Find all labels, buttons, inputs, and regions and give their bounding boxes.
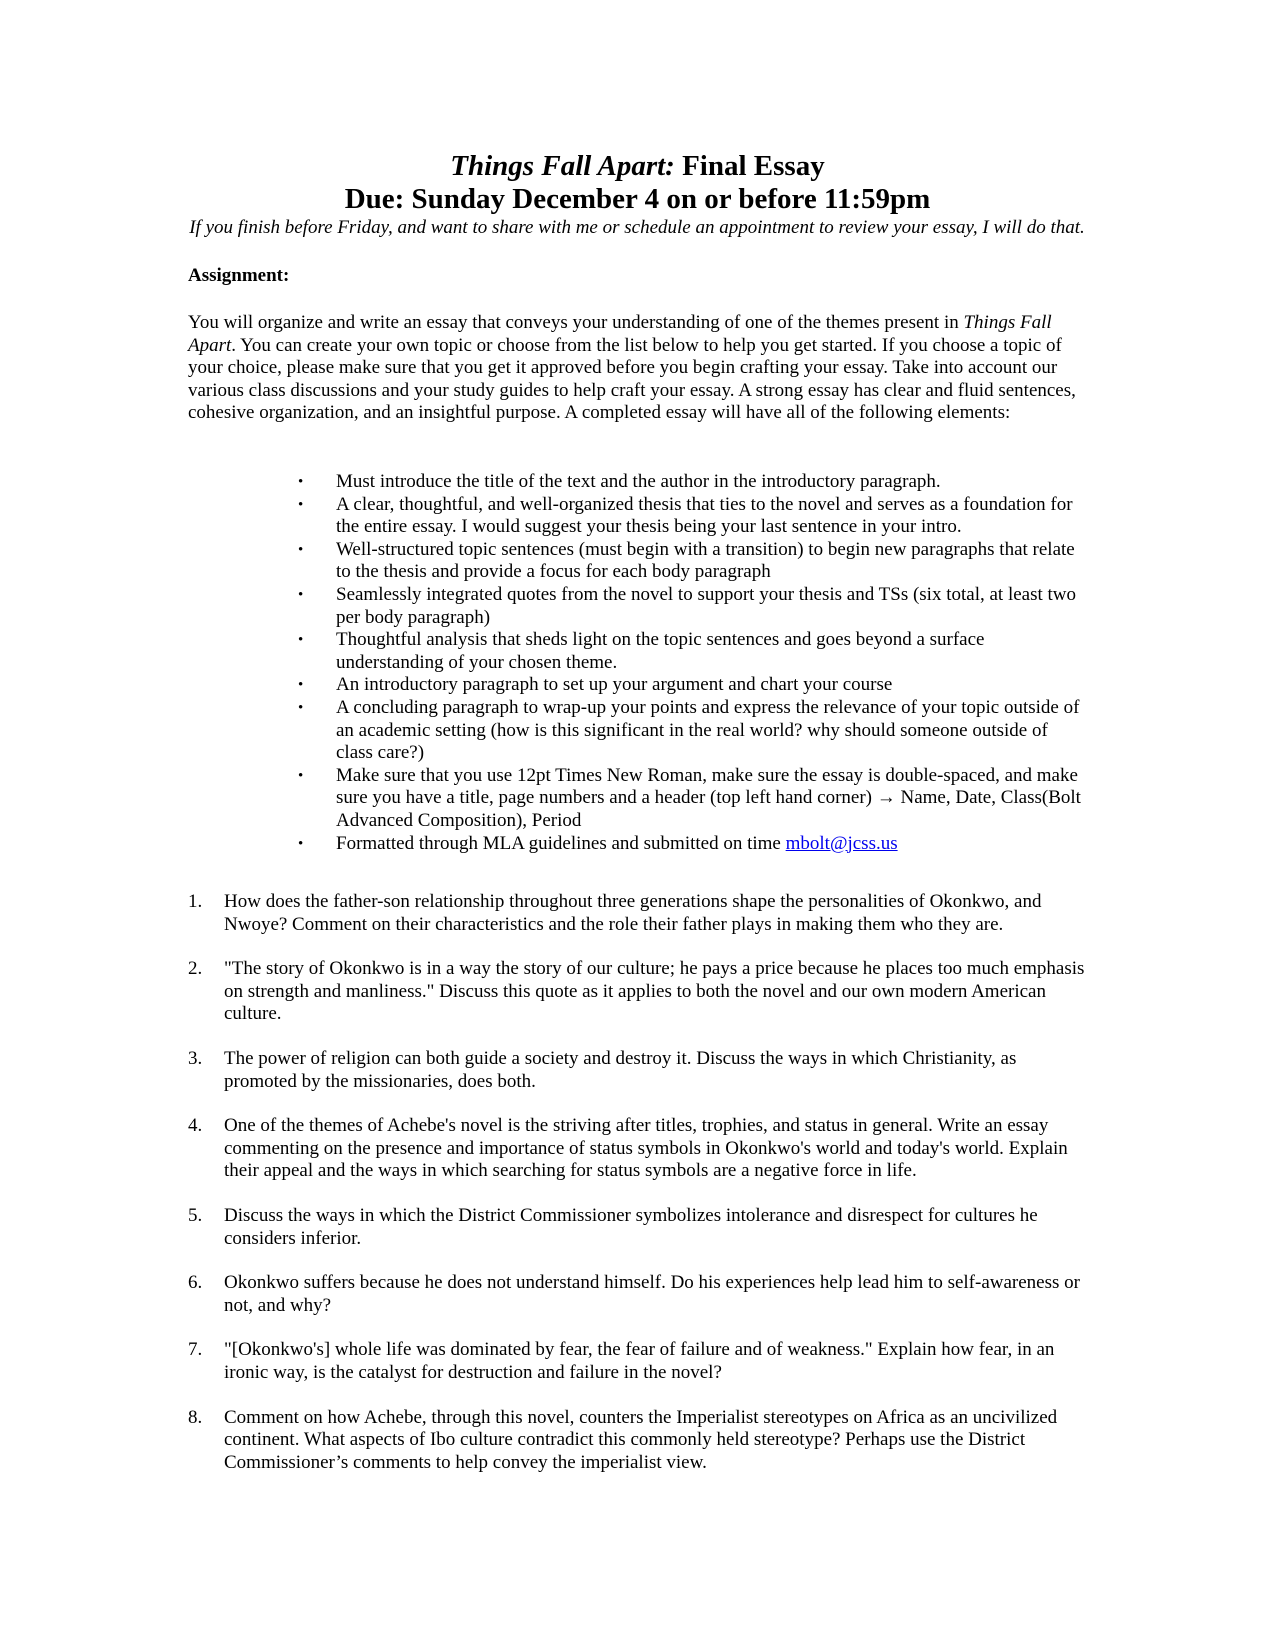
topic-number: 5. <box>188 1204 203 1226</box>
list-item <box>286 539 1086 584</box>
bullet-icon: • <box>298 699 304 716</box>
topic-item <box>188 1205 1088 1250</box>
list-item <box>286 765 1086 833</box>
list-item <box>286 697 1086 765</box>
list-item-text: Seamlessly integrated quotes from the novel to support your thesis and TSs (six total, at least two per body paragraph) <box>336 583 1077 628</box>
list-item-text: Must introduce the title of the text and the author in the introductory paragraph. <box>336 471 941 492</box>
list-item <box>286 584 1086 629</box>
intro-part-1: You will organize and write an essay that conveys your understanding of one of the themes present in <box>188 312 964 333</box>
email-link[interactable]: mbolt@jcss.us <box>785 832 898 854</box>
list-item-text: A concluding paragraph to wrap-up your points and express the relevance of your topic outside of an academic setting (how is this significant in the real world? why should someone outside of class care?) <box>336 696 1080 764</box>
list-item <box>286 494 1086 539</box>
intro-book-title: Things Fall Apart <box>188 312 1052 356</box>
list-item <box>286 833 1086 856</box>
bullet-icon: • <box>298 474 304 490</box>
topic-item <box>188 891 1088 936</box>
topic-number: 6. <box>188 1272 203 1294</box>
list-item-text: Formatted through MLA guidelines and submitted on time <box>336 832 786 854</box>
topic-item <box>188 958 1088 1026</box>
assignment-intro <box>188 312 1088 425</box>
due-date-title: Due: Sunday December 4 on or before 11:59pm <box>344 183 931 215</box>
required-elements-list <box>286 471 1086 855</box>
essay-topics-list <box>188 891 1088 1496</box>
assignment-heading: Assignment: <box>188 265 290 286</box>
bullet-icon: • <box>298 835 304 852</box>
list-item-text: An introductory paragraph to set up your argument and chart your course <box>336 674 893 696</box>
topic-number: 8. <box>188 1406 203 1428</box>
topic-number: 3. <box>188 1047 203 1069</box>
topic-number: 1. <box>188 891 203 912</box>
topic-text: One of the themes of Achebe's novel is the striving after titles, trophies, and status in general. Write an essay commenting on the presence and importance of status symbols in Okonkwo's world and today's world. Explain their appeal and the ways in which searching for status symbols are a negative force in life. <box>224 1115 1068 1182</box>
bullet-icon: • <box>298 586 304 603</box>
topic-item <box>188 1048 1088 1093</box>
topic-text: Discuss the ways in which the District Commissioner symbolizes intolerance and disrespect for cultures he considers inferior. <box>224 1204 1038 1249</box>
topic-number: 2. <box>188 958 203 980</box>
list-item <box>286 471 1086 494</box>
list-item-text: Well-structured topic sentences (must begin with a transition) to begin new paragraphs that relate to the thesis and provide a focus for each body paragraph <box>336 538 1075 583</box>
topic-number: 7. <box>188 1339 203 1361</box>
topic-item <box>188 1115 1088 1183</box>
list-item-text: A clear, thoughtful, and well-organized thesis that ties to the novel and serves as a foundation for the entire essay. I would suggest your thesis being your last sentence in your intro. <box>336 493 1073 538</box>
title-suffix: Final Essay <box>674 150 825 182</box>
topic-text: "The story of Okonkwo is in a way the story of our culture; he pays a price because he places too much emphasis on strength and manliness." Discuss this quote as it applies to both the novel and our own modern American culture. <box>224 958 1085 1025</box>
bullet-icon: • <box>298 677 304 694</box>
topic-number: 4. <box>188 1115 203 1137</box>
list-item-text: Make sure that you use 12pt Times New Roman, make sure the essay is double-spaced, and make sure you have a title, page numbers and a header (top left hand corner) → Name, Date, Class(Bolt Advanced Composition), Period <box>336 764 1081 831</box>
bullet-icon: • <box>298 632 304 649</box>
topic-item <box>188 1339 1088 1384</box>
review-note: If you finish before Friday, and want to share with me or schedule an appointment to review your essay, I will do that. <box>189 217 1085 238</box>
list-item-text: Thoughtful analysis that sheds light on the topic sentences and goes beyond a surface understanding of your chosen theme. <box>336 629 985 673</box>
topic-item <box>188 1407 1088 1475</box>
list-item <box>286 674 1086 697</box>
bullet-icon: • <box>298 496 304 513</box>
title-book-name: Things Fall Apart: <box>450 150 675 182</box>
bullet-icon: • <box>298 767 304 784</box>
topic-text: How does the father-son relationship throughout three generations shape the personalities of Okonkwo, and Nwoye? Comment on their characteristics and the role their father plays in making them who they are. <box>224 891 1042 935</box>
topic-text: "[Okonkwo's] whole life was dominated by fear, the fear of failure and of weakness." Explain how fear, in an ironic way, is the catalyst for destruction and failure in the novel? <box>224 1339 1055 1383</box>
list-item <box>286 629 1086 674</box>
topic-text: Comment on how Achebe, through this novel, counters the Imperialist stereotypes on Africa as an uncivilized continent. What aspects of Ibo culture contradict this commonly held stereotype? Perhaps use the District Commissioner’s comments to help convey the imperialist view. <box>224 1406 1058 1473</box>
intro-part-2: . You can create your own topic or choose from the list below to help you get started. If you choose a topic of your choice, please make sure that you get it approved before you begin crafting your essay. Take into account our various class discussions and your study guides to help craft your essay. A strong essay has clear and fluid sentences, cohesive organization, and an insightful purpose. A completed essay will have all of the following elements: <box>188 334 1076 424</box>
topic-text: The power of religion can both guide a society and destroy it. Discuss the ways in which Christianity, as promoted by the missionaries, does both. <box>224 1047 1017 1092</box>
topic-item <box>188 1272 1088 1317</box>
page-title <box>0 149 1275 183</box>
topic-text: Okonkwo suffers because he does not understand himself. Do his experiences help lead him to self-awareness or not, and why? <box>224 1272 1080 1316</box>
bullet-icon: • <box>298 541 304 558</box>
